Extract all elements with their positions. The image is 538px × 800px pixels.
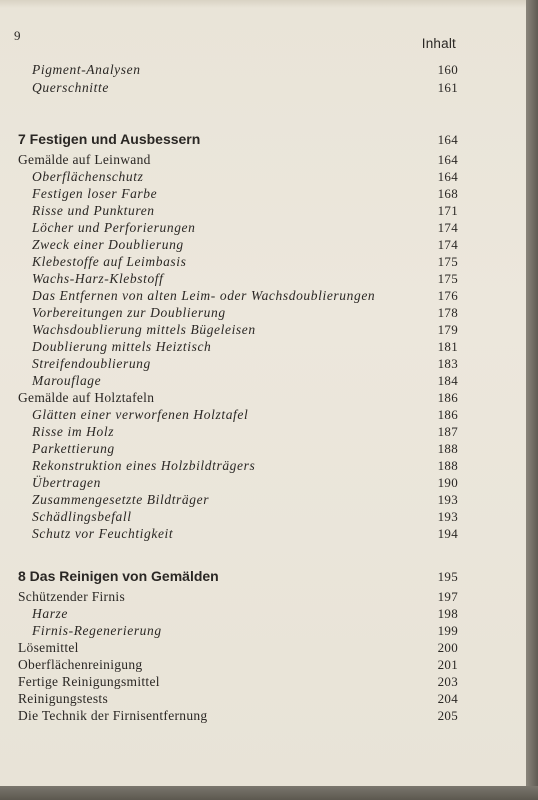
entry-title: Parkettierung — [32, 441, 115, 456]
entry-title: Rekonstruktion eines Holzbildträgers — [32, 458, 256, 473]
entry-page-number: 195 — [437, 569, 458, 584]
entry-page-number: 203 — [437, 674, 458, 689]
entry-title: Schützender Firnis — [18, 589, 126, 604]
subsection-entry — [18, 406, 458, 423]
subsection-entry — [18, 321, 458, 338]
entry-title: Vorbereitungen zur Doublierung — [32, 305, 226, 320]
section-entry — [18, 389, 458, 406]
entry-page-number: 174 — [437, 237, 458, 252]
subsection-entry — [18, 622, 458, 639]
section-entry — [18, 588, 458, 605]
entry-title: Schädlingsbefall — [32, 509, 132, 524]
section-entry — [18, 690, 458, 707]
entry-page-number: 199 — [437, 623, 458, 638]
entry-page-number: 168 — [437, 186, 458, 201]
running-head: Inhalt — [421, 36, 456, 51]
entry-page-number: 175 — [437, 254, 458, 269]
entry-page-number: 164 — [437, 132, 458, 147]
entry-page-number: 193 — [437, 492, 458, 507]
subsection-entry — [18, 287, 458, 304]
entry-title: Pigment-Analysen — [32, 62, 141, 77]
entry-page-number: 161 — [437, 80, 458, 95]
subsection-entry — [18, 508, 458, 525]
page-edge-background — [526, 0, 538, 800]
entry-page-number: 200 — [437, 640, 458, 655]
entry-title: Klebestoffe auf Leimbasis — [32, 254, 187, 269]
entry-page-number: 178 — [437, 305, 458, 320]
chapter-entry — [18, 568, 458, 585]
entry-page-number: 186 — [437, 407, 458, 422]
subsection-entry — [18, 457, 458, 474]
entry-page-number: 194 — [437, 526, 458, 541]
entry-page-number: 160 — [437, 62, 458, 77]
entry-title: Oberflächenschutz — [32, 169, 144, 184]
entry-page-number: 183 — [437, 356, 458, 371]
entry-title: Wachsdoublierung mittels Bügeleisen — [32, 322, 256, 337]
subsection-entry — [18, 605, 458, 622]
entry-title: Gemälde auf Holztafeln — [18, 390, 155, 405]
entry-title: Risse und Punkturen — [32, 203, 155, 218]
subsection-entry — [18, 423, 458, 440]
subsection-entry — [18, 338, 458, 355]
entry-page-number: 197 — [437, 589, 458, 604]
entry-title: Das Entfernen von alten Leim- oder Wachsdoublierungen — [32, 288, 376, 303]
section-entry — [18, 707, 458, 724]
subsection-entry — [18, 355, 458, 372]
entry-title: Oberflächenreinigung — [18, 657, 143, 672]
subsection-entry — [18, 491, 458, 508]
subsection-entry — [18, 372, 458, 389]
page-number: 9 — [14, 28, 21, 43]
subsection-entry — [18, 270, 458, 287]
entry-page-number: 205 — [437, 708, 458, 723]
entry-page-number: 188 — [437, 441, 458, 456]
entry-page-number: 171 — [437, 203, 458, 218]
entry-title: Zweck einer Doublierung — [32, 237, 184, 252]
entry-title: Firnis-Regenerierung — [32, 623, 162, 638]
entry-title: Lösemittel — [18, 640, 79, 655]
subsection-entry — [18, 168, 458, 185]
entry-page-number: 164 — [437, 152, 458, 167]
subsection-entry — [18, 202, 458, 219]
subsection-entry — [18, 185, 458, 202]
subsection-entry — [18, 219, 458, 236]
entry-title: Harze — [32, 606, 68, 621]
section-entry — [18, 151, 458, 168]
entry-page-number: 201 — [437, 657, 458, 672]
subsection-entry — [18, 525, 458, 542]
entry-title: Glätten einer verworfenen Holztafel — [32, 407, 249, 422]
entry-title: Reinigungstests — [18, 691, 109, 706]
entry-title: Schutz vor Feuchtigkeit — [32, 526, 174, 541]
subsection-entry — [18, 253, 458, 270]
entry-title: Doublierung mittels Heiztisch — [32, 339, 212, 354]
section-entry — [18, 673, 458, 690]
entry-page-number: 179 — [437, 322, 458, 337]
entry-title: Marouflage — [32, 373, 102, 388]
entry-title: Festigen loser Farbe — [32, 186, 158, 201]
entry-page-number: 184 — [437, 373, 458, 388]
entry-title: Wachs-Harz-Klebstoff — [32, 271, 164, 286]
entry-page-number: 193 — [437, 509, 458, 524]
entry-title: 7 Festigen und Ausbessern — [18, 131, 201, 147]
entry-page-number: 176 — [437, 288, 458, 303]
entry-title: Risse im Holz — [32, 424, 115, 439]
entry-page-number: 204 — [437, 691, 458, 706]
section-entry — [18, 639, 458, 656]
entry-title: Zusammengesetzte Bildträger — [32, 492, 210, 507]
entry-page-number: 190 — [437, 475, 458, 490]
entry-page-number: 188 — [437, 458, 458, 473]
subsection-entry — [18, 61, 458, 78]
entry-title: 8 Das Reinigen von Gemälden — [18, 568, 219, 584]
subsection-entry — [18, 474, 458, 491]
entry-page-number: 187 — [437, 424, 458, 439]
subsection-entry — [18, 236, 458, 253]
section-entry — [18, 656, 458, 673]
entry-page-number: 186 — [437, 390, 458, 405]
chapter-entry — [18, 131, 458, 148]
entry-title: Gemälde auf Leinwand — [18, 152, 151, 167]
entry-page-number: 198 — [437, 606, 458, 621]
subsection-entry — [18, 304, 458, 321]
entry-page-number: 175 — [437, 271, 458, 286]
entry-page-number: 164 — [437, 169, 458, 184]
entry-title: Streifendoublierung — [32, 356, 151, 371]
entry-title: Querschnitte — [32, 80, 109, 95]
subsection-entry — [18, 440, 458, 457]
entry-title: Fertige Reinigungsmittel — [18, 674, 160, 689]
page-top-shadow — [0, 0, 526, 8]
entry-title: Löcher und Perforierungen — [32, 220, 196, 235]
entry-title: Die Technik der Firnisentfernung — [18, 708, 208, 723]
subsection-entry — [18, 79, 458, 96]
page-bottom-background — [0, 786, 538, 800]
entry-page-number: 181 — [437, 339, 458, 354]
entry-title: Übertragen — [32, 475, 101, 490]
entry-page-number: 174 — [437, 220, 458, 235]
